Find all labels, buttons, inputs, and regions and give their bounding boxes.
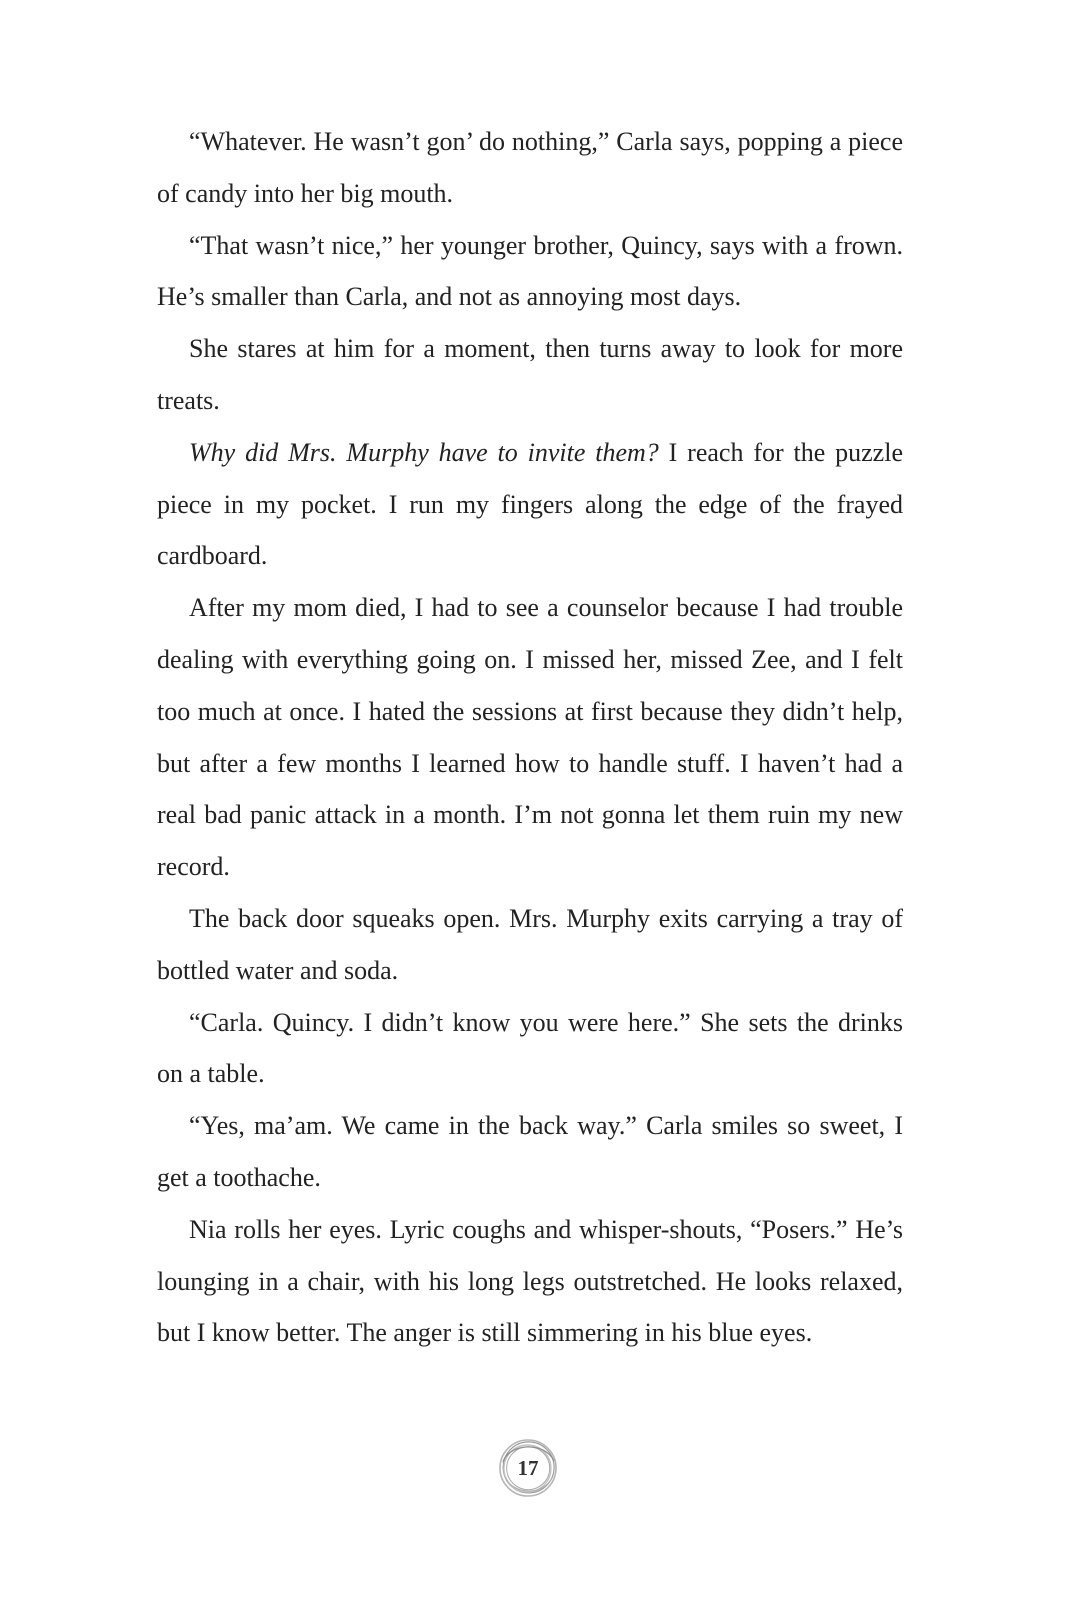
- page-number-badge: [497, 1437, 559, 1499]
- paragraph: After my mom died, I had to see a counselor because I had trouble dealing with everything going on. I missed her, missed Zee, and I felt too much at once. I hated the sessions at first because they didn’t help, but after a few months I learned how to handle stuff. I haven’t had a real bad panic attack in a month. I’m not gonna let them ruin my new record.: [157, 593, 903, 882]
- italic-thought: Why did Mrs. Murphy have to invite them?: [189, 437, 659, 467]
- paragraph: She stares at him for a moment, then turns away to look for more treats.: [157, 334, 903, 415]
- paragraph: The back door squeaks open. Mrs. Murphy exits carrying a tray of bottled water and soda.: [157, 903, 903, 985]
- paragraph: “That wasn’t nice,” her younger brother, Quincy, says with a frown. He’s smaller than Carla, and not as annoying most days.: [157, 230, 903, 312]
- paragraph: Nia rolls her eyes. Lyric coughs and whisper-shouts, “Posers.” He’s lounging in a chair, with his long legs outstretched. He looks relaxed, but I know better. The anger is still simmering in his blue eyes.: [157, 1214, 903, 1348]
- paragraph: “Carla. Quincy. I didn’t know you were here.” She sets the drinks on a table.: [157, 1007, 903, 1089]
- page-number: 17: [517, 1456, 539, 1480]
- body-text: [157, 116, 903, 1359]
- paragraph: “Yes, ma’am. We came in the back way.” Carla smiles so sweet, I get a toothache.: [157, 1111, 903, 1192]
- paragraph: Why did Mrs. Murphy have to invite them? I reach for the puzzle piece in my pocket. I run my fingers along the edge of the frayed cardboard.: [157, 437, 903, 571]
- paragraph: “Whatever. He wasn’t gon’ do nothing,” Carla says, popping a piece of candy into her big mouth.: [157, 127, 903, 208]
